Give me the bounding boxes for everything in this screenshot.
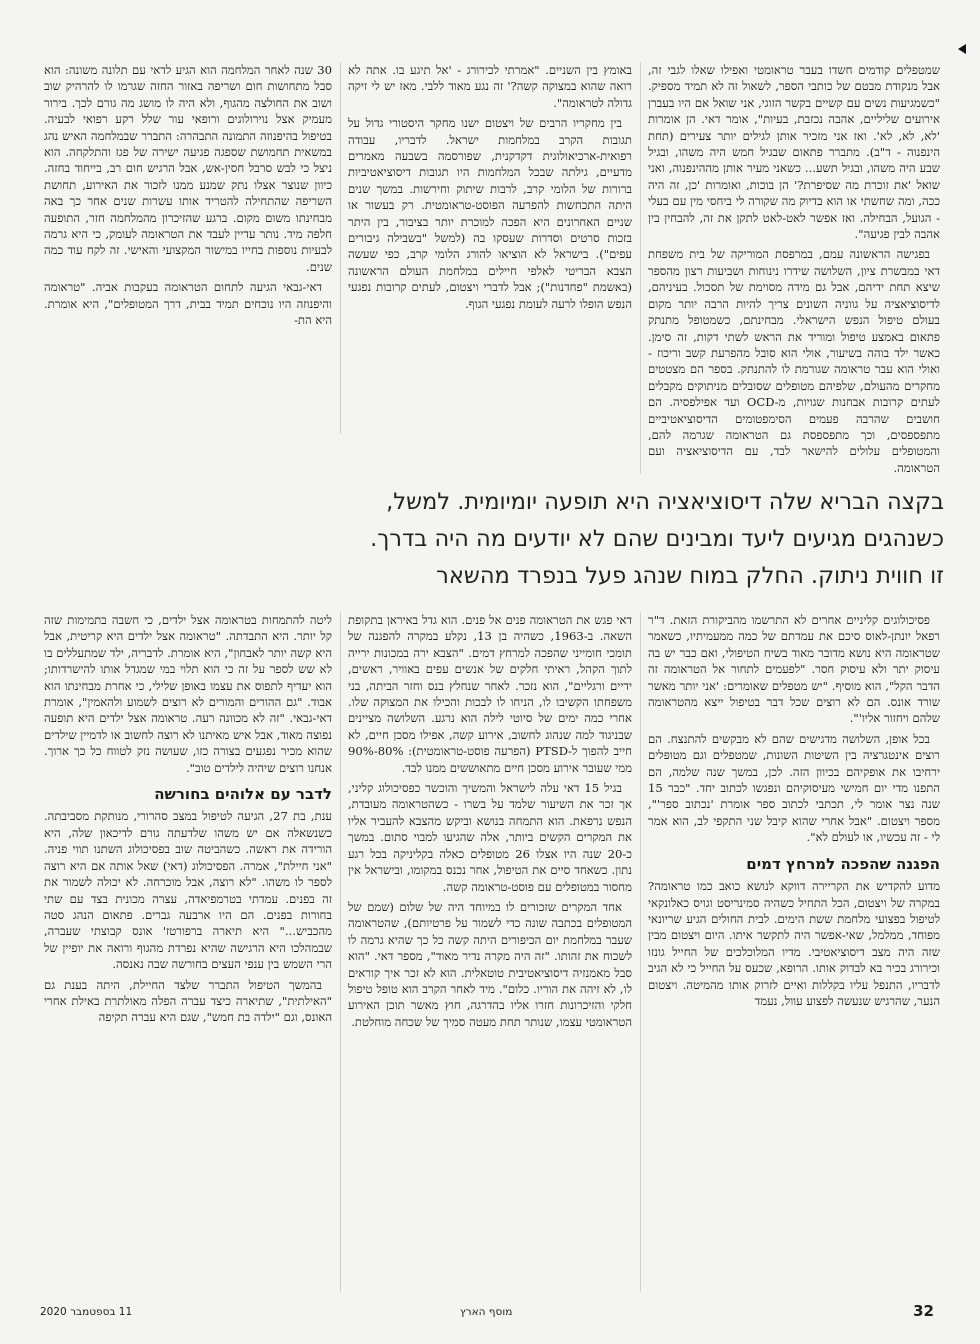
pull-quote-line: זו חווית ניתוק. החלק במוח שנהג פעל בנפרד מהשאר	[436, 563, 944, 589]
section-arrow-icon	[958, 44, 966, 54]
article-paragraph: בכל אופן, השלושה מדגישים שהם לא מבקשים להתנצח. הם רוצים אינטגרציה בין השיטות השונות, שמטפלים וגם מטופלים ירחיבו את אופקיהם בכיוון הזה. לכן, במשך שנה שלמה, הם התפנו מדי יום חמישי מעיסוקיהם ונפגשו לכתוב יחד. "כבר 15 שנה נצר אומר לי, תכתבי לכתוב ספר אומרת 'נכתוב ספר'", מספר ויצטום. "אבל אחרי שהוא קיבל שני התקפי לב, הוא אמר לי - זה עכשיו, או לעולם לא".	[648, 731, 940, 845]
article-paragraph: דאי-גבאי הגיעה לתחום הטראומה בעקבות אביה. "טראומה והיפנוזה היו נוכחים תמיד בבית, דרך המטופלים", היא אומרת. היא הת-	[44, 280, 332, 328]
section-subheading: הפגנה שהפכה למרחץ דמים	[746, 854, 940, 873]
article-paragraph: 30 שנה לאחר המלחמה הוא הגיע לדאי עם תלונה משונה: הוא סבל מתחושות חום ושריפה באזור החזה שגרמו לו להרהיק שוב ושוב את החולצה מהגוף, ולא היה לו מושג מה גורם לכך. בירור מעמיק אצל נוירולוגים ורופאי עור שלל רקע רפואי לבעיה. בטיפול בהיפנוזה התמונה התבהרה: התברר שבמלחמה האיש נהג במשאית תחמושת שספגה פגיעה ישירה של פגז והתלקחה. הוא ניצל כי לבש סרבל חסין-אש, אבל הרגיש חום רב, בייחוד בחזה. כיוון שנוצר אצלו נתק שמנע ממנו לזכור את האירוע, תחושת השריפה שהתחילה להטריד אותו עשרות שנים אחר כך באה מבחינתו משום מקום. ברגע שהזיכרון מהמלחמה חזר, התופעה חלפה מיד. נותר עדיין לעבד את הטראומה לעומק, כי היא גרמה לבעיות נוספות בחייו במישור המקצועי והאישי. זה לקח עוד כמה שנים.	[44, 63, 332, 274]
article-paragraph: בין מחקריו הרבים של ויצטום ישנו מחקר היסטורי גדול על תגובות הקרב במלחמות ישראל. לדבריו, עבודה רפואית-ארכיאולוגית דקדקנית, שפורסמה בשבעה מאמרים מדעיים, גילתה שבכל המלחמות היו תגובות דיסוציאטיביות ברורות של הלומי קרב, לרבות שיתוק וחירשות. במשך שנים היתה התכחשות להפרעה הפוסט-טראומטית. רק בעשור או שניים האחרונים היא הפכה למוכרת יותר בציבור, בין היתר בזכות סרטים וסדרות שעסקו בה (למשל "בשבילה גיבורים עפים"). בישראל לא הוציאו להורג הלומי קרב, כפי שעשה הצבא הבריטי לאלפי חיילים במלחמת העולם הראשונה (באשמת "פחדנות"); אבל לדברי ויצטום, לעתים קרובות נפגעי הנפש הופלו לרעה לעומת נפגעי הגוף.	[348, 116, 632, 311]
article-paragraph: ענת, בת 27, הגיעה לטיפול במצב סהרורי, מנותקת מסביבתה. כשנשאלה אם יש משהו שלדעתה גורם לדיכאון שלה, היא הורידה את ראשה. כשהביטה שוב בפסיכולוג השתנו תווי פניה. "אני חיילת", אמרה. הפסיכולוג (דאי) שאל אותה אם היא רוצה לספר לו משהו. "לא רוצה, אבל מוכרחה. לא יכולה לשמור את זה בפנים. עמדתי בטרמפיאדה, עצרה מכונית בצד עם שתי בחורות בפנים. הם היו ארבעה גברים. פתאום הנהג סטה מהכביש..." היא תיארה ברפורטז' אונס קבוצתי שעברה, שבמהלכו היא הרגישה שהיא נפרדת מהגוף ורואה את יופיין של הרי השמש בין ענפי העצים בחורשה שבה נאנסה.	[44, 809, 332, 972]
article-paragraph: אחד המקרים שזכורים לו במיוחד היה של שלום (שמם של המטופלים בכתבה שונה כדי לשמור על פרטיותם), שהטראומה שעבר במלחמת יום הכיפורים היתה קשה כל כך שהיא גרמה לו לשכוח את זהותו. "זה היה מקרה נדיר מאוד", מספר דאי. "הוא סבל מאמנזיה דיסוציאטיבית טוטאלית. הוא לא זכר איך קוראים לו, לא זיהה את הוריו. כלום". מיד לאחר הקרב הוא טופל טיפול חלקי והזיכרונות חזרו אליו בהדרגה, חוץ מאשר תוכן האירוע הטראומטי עצמו, שנותר תחת מעטה סמיך של שכחה מוחלטת.	[348, 899, 632, 1029]
upper-column-left	[44, 62, 332, 434]
article-paragraph: באומץ בין השניים. "אמרתי לכירורג - 'אל תיגע בו. אתה לא רואה שהוא במצוקה קשה?' זה נגע מאוד ללבי. מאז יש לי זיקה גדולה לטראומה".	[348, 63, 632, 110]
lower-column-left	[44, 612, 332, 1292]
article-paragraph: שמטפלים קודמים חשדו בעבר טראומטי ואפילו שאלו לגבי זה, אבל מנקודת מבטם של כותבי הספר, לשאול זה לא תמיד מספיק. "כשמגיעות נשים עם קשיים בקשר הזוגי, אני שואל אם היו בעברן אירועים שליליים, אהבה נכזבת, בעיות", אומר דאי. הן אומרות 'לא, לא, לא'. ואז אני מזכיר אותן לגילים יותר צעירים (תחת הינפנוה - ד"ב). מתברר פתאום שבגיל חמש היה משהו, ובגיל שבע היה משהו, ובגיל תשע... כשאני מעיר אותן מההינפנוה, ואני שואל 'את זוכרת מה שסיפרת?' הן בוכות, ואומרות 'כן, זה היה ככה, ומה שחשתי או הוא בדיוק מה שקורה לי ביחסי מין עם בעלי - הגועל, הבחילה. ואז אפשר לאט-לאט לתקן את זה, להבחין בין אהבה לבין פגיעה".	[648, 63, 940, 242]
pull-quote	[86, 484, 944, 602]
column-divider	[640, 62, 641, 474]
page-number: 32	[913, 1302, 934, 1320]
column-divider	[340, 62, 341, 434]
page-footer	[40, 1302, 940, 1326]
article-paragraph: בגיל 15 דאי עלה לישראל והמשיך והוכשר כפסיכולוג קליני, אך זכר את השיעור שלמד על בשרו - כשהטראומה מעובדת, הנפש נרפאת. הוא התמחה בנושא וביקש מהצבא להעביר אליו את המקרים הקשים ביותר, אלה שהגיעו למבוי סתום. במשך כ-20 שנה היו אצלו 26 מטופלים כאלה בקליניקה בכל רגע נתון. כשאחד סיים את הטיפול, אחר נכנס במקומו, ובישראל אין מחסור במטופלים עם פוסט-טראומה קשה.	[348, 781, 632, 894]
upper-column-middle	[348, 62, 632, 434]
upper-column-right	[648, 62, 940, 474]
article-paragraph: דאי פגש את הטראומה פנים אל פנים. הוא גדל באיראן בתקופת השאה. ב-1963, כשהיה בן 13, נקלע במקרה להפגנה של תומכי חומייני שהפכה למרחץ דמים. "הצבא ירה במכונות ירייה לתוך הקהל, ראיתי חלקים של אנשים עפים באוויר, ראשים, ידיים ורגליים", הוא נזכר. לאחר שנחלץ בנס וחזר הביתה, בני משפחתו הקשיבו לו, הניחו לו לבכות והכילו את המצוקה שלו. אחרי כמה ימים של סיוטי לילה הוא נרגע. השלושה מציינים שבניגוד למה שנהוג לחשוב, אירוע קשה, אפילו מסכן חיים, לא חייב להפוך ל-PTSD (הפרעה פוסט-טראומטית): 80%-90% ממי שעובר אירוע מסכן חיים מתאוששים ממנו לבד.	[348, 613, 632, 775]
pull-quote-line: כשנהגים מגיעים ליעד ומבינים שהם לא יודעים מה היה בדרך.	[370, 526, 944, 552]
pull-quote-line: בקצה הבריא שלה דיסוציאציה היא תופעה יומיומית. למשל,	[386, 489, 944, 515]
section-subheading: לדבר עם אלוהים בחורשה	[154, 785, 332, 804]
column-divider	[340, 612, 341, 1292]
article-paragraph: מדוע להקדיש את הקריירה דווקא לנושא כואב כמו טראומה? במקרה של ויצטום, הכל התחיל כשהיה סמינריסט וגויס כאלונקאי לטיפול בפצועי מלחמת ששת הימים. לבית החולים הגיע שריונאי מפוחד, ממלמל, שאי-אפשר היה לתקשר איתו. היום ויצטום מבין שזה היה מצב דיסוציאטיבי. מדיו המלוכלכים של החייל גונזו וכירורג בכיר בא לבדוק אותו. הרופא, שכעס על החייל כי לא הגיב לדבריו, התנפל עליו בקללות ואיים לזרוק אותו מהמיטה. ויצטום הנער, שהרגיש שנעשה לפצוע עוול, נעמד	[648, 879, 940, 1008]
lower-column-middle	[348, 612, 632, 1292]
publication-name: מוסף הארץ	[460, 1306, 513, 1318]
article-paragraph: בפגישה הראשונה עמם, במרפסת המוריקה של בית משפחת דאי במבשרת ציון, השלושה שידרו נינוחות ושביעות רצון מהספר שיצא תחת ידיהם, אבל גם מידה מסוימת של תסכול. בעיניהם, לדיסוציאציה על גווניה השונים צריך להיות הרבה יותר מקום בעולם טיפול הנפש הישראלי. מבחינתם, כשמטופל מתנתק פתאום באמצע טיפול ומוריד את הראש לשתי דקות, זה סימן. כאשר ילד בוהה בשיעור, אולי הוא סובל מהפרעת קשב וריכוז - ואולי הוא עבר טראומה שגורמת לו להתנתק. בספר הם מצטטים מחקרים מהעולם, שלפיהם מטופלים שסובלים מניתוקים מקבלים לעתים קרובות אבחנות שגויות, מ-OCD ועד אפילפסיה. הם חושבים שהרבה פעמים הסימפטומים הדיסוציאטיביים מתפספסים, וכך מתפספסת גם הטראומה שגרמה להם, והמטופלים עלולים להישאר לבד, עם הדיסוציאציה ועם הטראומה.	[648, 247, 940, 474]
column-divider	[640, 612, 641, 1292]
lower-column-right	[648, 612, 940, 1292]
article-paragraph: בהמשך הטיפול התברר שלצד החיילת, היתה בענת גם "האילתית", שתיארה כיצד עברה הפלה מאולתרת באילת אחרי האונס, וגם "ילדה בת חמש", שגם היא עברה תקיפה	[44, 977, 332, 1025]
issue-date: 11 בספטמבר 2020	[40, 1306, 133, 1318]
article-paragraph: פסיכולוגים קליניים אחרים לא התרשמו מהביקורת הזאת. ד"ר רפאל יונתן-לאוס סיכם את עמדתם של כמה ממעמיתיו, כשאמר שטראומה היא נושא מדובר מאוד בשיח הטיפולי, ואם כבר יש בה עיסוק יתר ולא עיסוק חסר. "לפעמים לתחור אל הטראומה זה הדבר הקל", הוא מוסיף. "יש מטפלים שאומרים: 'אני יותר מאשר שורד אונס. הם לא רוצים שכל דבר בטיפול ייצא מהטראומה שלהם ויחזור אליו'".	[648, 613, 940, 726]
article-paragraph: ליטה להתמחות בטראומה אצל ילדים, כי חשבה בתמימות שזה קל יותר. היא התבדתה. "טראומה אצל ילדים היא קריטית, אבל היא קשה יותר לאבחון", היא אומרת. לדבריה, ילד שמתעללים בו לא שש לספר על זה כי הוא תלוי במי שמגדל אותו להישרדותו; הוא יעדיף לתפוס את עצמו באופן שלילי, כי אחרת מבחינתו הוא אבוד. "גם ההורים והמורים לא רוצים לשמוע ולהאמין", אומרת דאי-גבאי. "זה לא מכוונה רעה. טראומה אצל ילדים היא תופעה נפוצה מאוד, אבל איש מאיתנו לא רוצה לחשוב או לדמיין שילדים שהוא מכיר נפגעים בצורה כזו, שעושה נזק לטווח כל כך ארוך. אנחנו רוצים שיהיה לילדים טוב".	[44, 613, 332, 775]
